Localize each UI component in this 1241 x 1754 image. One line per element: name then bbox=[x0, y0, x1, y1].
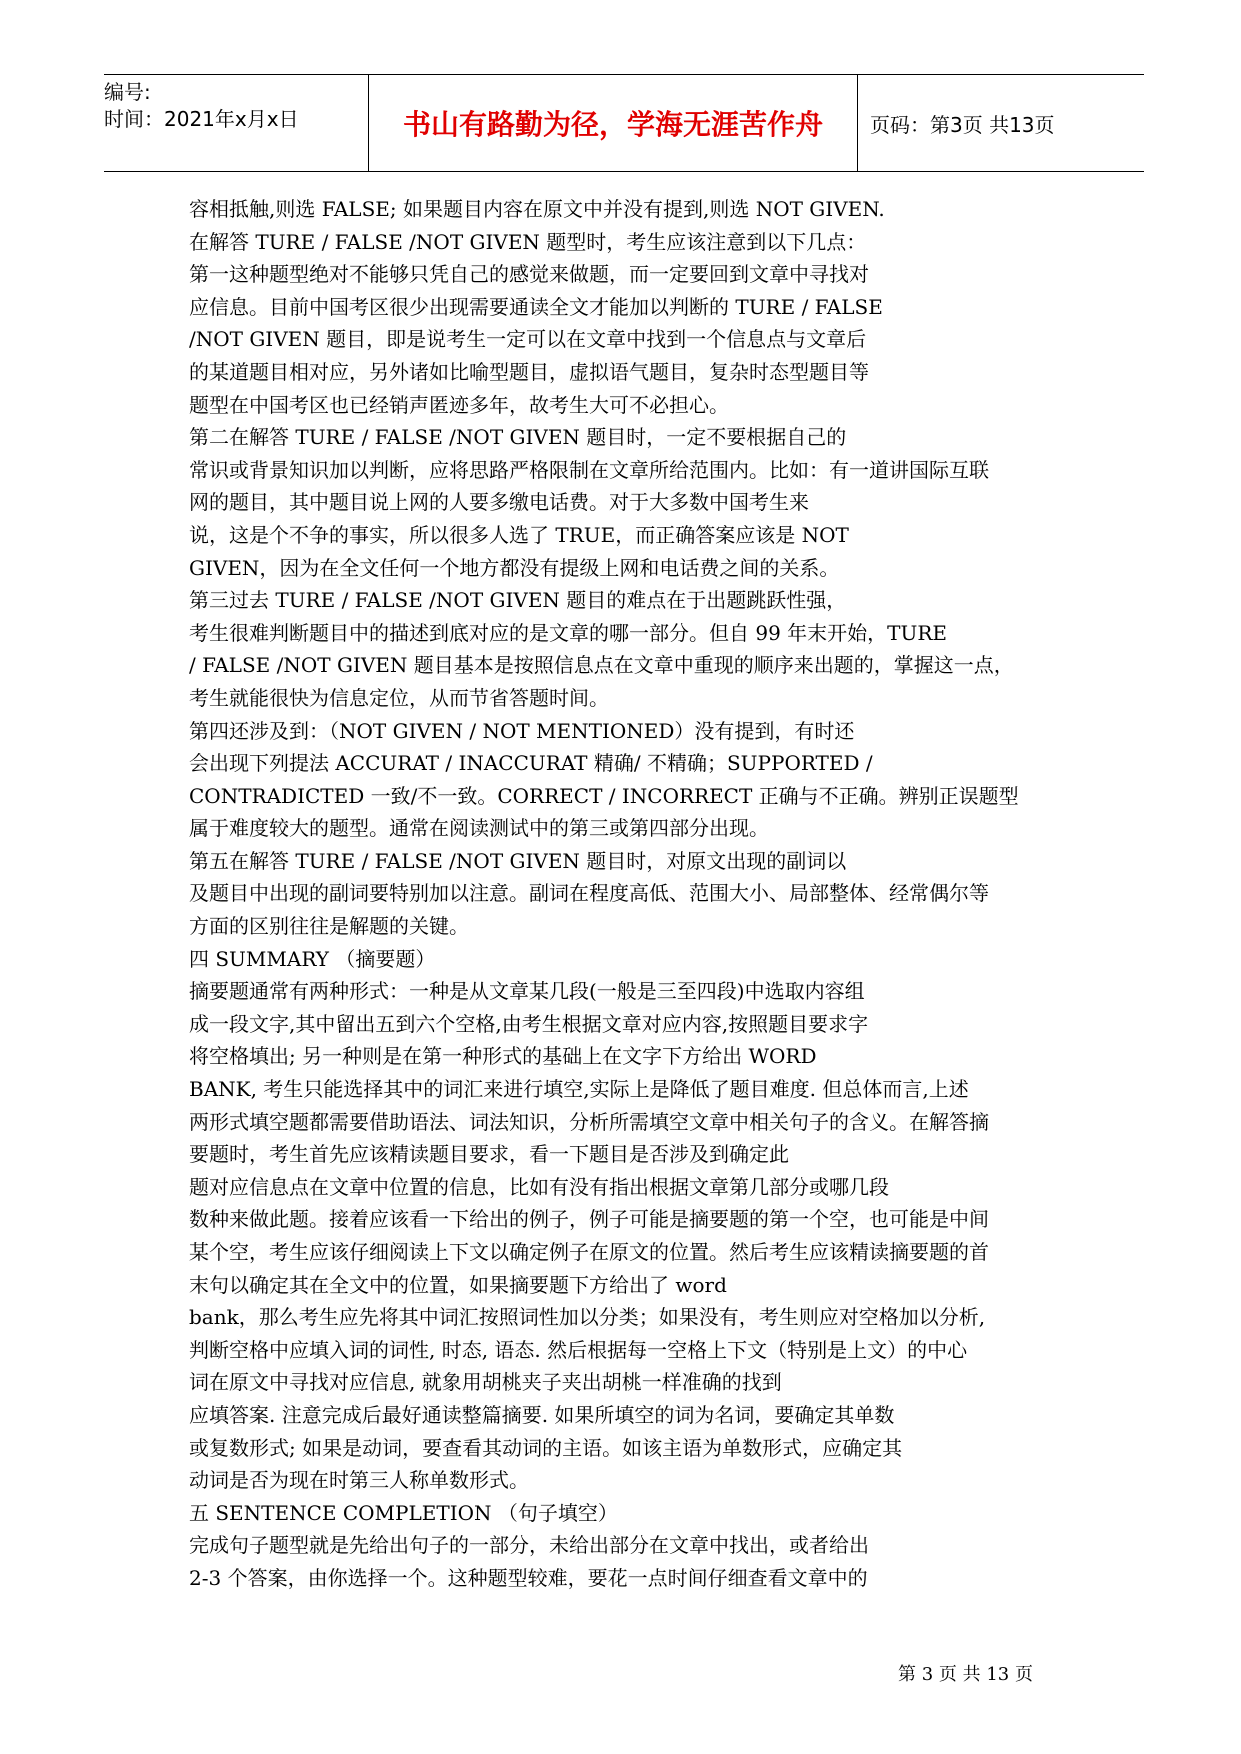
text-line: 将空格填出; 另一种则是在第一种形式的基础上在文字下方给出 WORD bbox=[189, 1044, 817, 1069]
text-line: / FALSE /NOT GIVEN 题目基本是按照信息点在文章中重现的顺序来出题的，掌握这一点， bbox=[189, 653, 1014, 678]
text-line: 题型在中国考区也已经销声匿迹多年，故考生大可不必担心。 bbox=[189, 392, 729, 417]
text-line: 容相抵触,则选 FALSE; 如果题目内容在原文中并没有提到,则选 NOT GIVEN. bbox=[189, 197, 885, 221]
text-line: /NOT GIVEN 题目，即是说考生一定可以在文章中找到一个信息点与文章后 bbox=[189, 327, 867, 352]
document-number-label: 编号: bbox=[104, 80, 151, 104]
text-line: 摘要题通常有两种形式：一种是从文章某几段(一般是三至四段)中选取内容组 bbox=[189, 979, 865, 1004]
header-motto: 书山有路勤为径，学海无涯苦作舟 bbox=[368, 75, 858, 171]
text-line: 数种来做此题。接着应该看一下给出的例子，例子可能是摘要题的第一个空，也可能是中间 bbox=[189, 1207, 989, 1232]
text-line: GIVEN，因为在全文任何一个地方都没有提级上网和电话费之间的关系。 bbox=[189, 555, 840, 580]
text-line: 属于难度较大的题型。通常在阅读测试中的第三或第四部分出现。 bbox=[189, 816, 769, 841]
text-line: 末句以确定其在全文中的位置，如果摘要题下方给出了 word bbox=[189, 1272, 727, 1297]
text-line: 说，这是个不争的事实，所以很多人选了 TRUE，而正确答案应该是 NOT bbox=[189, 522, 849, 547]
text-line: 完成句子题型就是先给出句子的一部分，未给出部分在文章中找出，或者给出 bbox=[189, 1533, 869, 1558]
text-line: 动词是否为现在时第三人称单数形式。 bbox=[189, 1468, 529, 1493]
text-line: 第三过去 TURE / FALSE /NOT GIVEN 题目的难点在于出题跳跃性强， bbox=[189, 588, 847, 613]
text-line: 及题目中出现的副词要特别加以注意。副词在程度高低、范围大小、局部整体、经常偶尔等 bbox=[189, 881, 989, 906]
text-line: 第四还涉及到：（NOT GIVEN / NOT MENTIONED）没有提到，有时还 bbox=[189, 718, 855, 743]
text-line: CONTRADICTED 一致/不一致。CORRECT / INCORRECT 正确与不正确。辨别正误题型 bbox=[189, 783, 1019, 808]
text-line: 要题时，考生首先应该精读题目要求，看一下题目是否涉及到确定此 bbox=[189, 1142, 789, 1167]
header-info-cell bbox=[104, 75, 368, 171]
page-footer: 第 3 页 共 13 页 bbox=[898, 1664, 1033, 1685]
text-line: 四 SUMMARY （摘要题） bbox=[189, 946, 436, 971]
text-line: 第一这种题型绝对不能够只凭自己的感觉来做题，而一定要回到文章中寻找对 bbox=[189, 262, 869, 287]
text-line: 第二在解答 TURE / FALSE /NOT GIVEN 题目时，一定不要根据自己的 bbox=[189, 425, 847, 450]
text-line: 的某道题目相对应，另外诸如比喻型题目，虚拟语气题目，复杂时态型题目等 bbox=[189, 359, 869, 384]
text-line: bank，那么考生应先将其中词汇按照词性加以分类；如果没有，考生则应对空格加以分析, bbox=[189, 1305, 986, 1330]
text-line: 应信息。目前中国考区很少出现需要通读全文才能加以判断的 TURE / FALSE bbox=[189, 294, 883, 319]
text-line: 方面的区别往往是解题的关键。 bbox=[189, 914, 469, 939]
text-line: 会出现下列提法 ACCURAT / INACCURAT 精确/ 不精确；SUPPORTED / bbox=[189, 751, 873, 776]
header-page-number: 页码：第3页 共13页 bbox=[870, 112, 1055, 137]
text-line: 词在原文中寻找对应信息, 就象用胡桃夹子夹出胡桃一样准确的找到 bbox=[189, 1370, 782, 1395]
text-line: 网的题目，其中题目说上网的人要多缴电话费。对于大多数中国考生来 bbox=[189, 490, 809, 515]
text-line: 判断空格中应填入词的词性, 时态, 语态. 然后根据每一空格上下文（特别是上文）的中心 bbox=[189, 1337, 968, 1362]
text-line: 某个空，考生应该仔细阅读上下文以确定例子在原文的位置。然后考生应该精读摘要题的首 bbox=[189, 1240, 989, 1264]
text-line: 在解答 TURE / FALSE /NOT GIVEN 题型时，考生应该注意到以下几点： bbox=[189, 229, 867, 254]
text-line: 成一段文字,其中留出五到六个空格,由考生根据文章对应内容,按照题目要求字 bbox=[189, 1011, 869, 1036]
text-line: 常识或背景知识加以判断，应将思路严格限制在文章所给范围内。比如：有一道讲国际互联 bbox=[189, 457, 989, 482]
page-header bbox=[104, 74, 1144, 172]
text-line: 2-3 个答案，由你选择一个。这种题型较难，要花一点时间仔细查看文章中的 bbox=[189, 1565, 868, 1590]
text-line: 或复数形式; 如果是动词，要查看其动词的主语。如该主语为单数形式，应确定其 bbox=[189, 1435, 903, 1460]
text-line: 两形式填空题都需要借助语法、词法知识，分析所需填空文章中相关句子的含义。在解答摘 bbox=[189, 1109, 989, 1134]
text-line: 题对应信息点在文章中位置的信息，比如有没有指出根据文章第几部分或哪几段 bbox=[189, 1174, 889, 1199]
text-line: 考生很难判断题目中的描述到底对应的是文章的哪一部分。但自 99 年末开始，TURE bbox=[189, 620, 948, 645]
document-time-label: 时间：2021年x月x日 bbox=[104, 107, 299, 131]
document-body bbox=[189, 193, 1069, 1595]
text-line: BANK, 考生只能选择其中的词汇来进行填空,实际上是降低了题目难度. 但总体而言,上述 bbox=[189, 1077, 969, 1102]
text-line: 考生就能很快为信息定位，从而节省答题时间。 bbox=[189, 685, 609, 710]
text-line: 应填答案. 注意完成后最好通读整篇摘要. 如果所填空的词为名词，要确定其单数 bbox=[189, 1402, 895, 1427]
text-line: 五 SENTENCE COMPLETION （句子填空） bbox=[189, 1500, 618, 1525]
text-line: 第五在解答 TURE / FALSE /NOT GIVEN 题目时，对原文出现的副词以 bbox=[189, 848, 847, 873]
